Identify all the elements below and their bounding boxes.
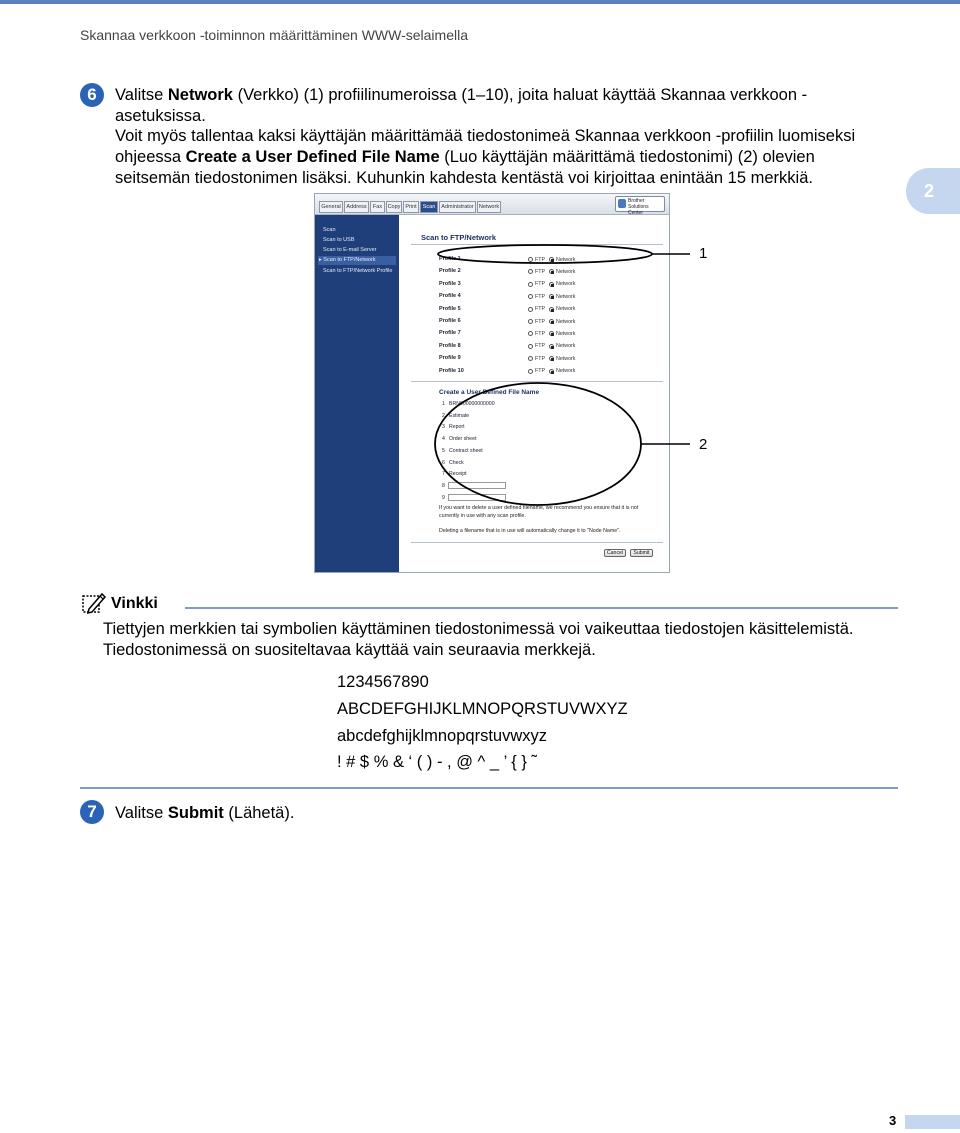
chapter-tab: 2 bbox=[906, 168, 960, 214]
profile-label: Profile 6 bbox=[439, 318, 461, 324]
tab-general[interactable]: General bbox=[319, 201, 343, 213]
tab-network[interactable]: Network bbox=[477, 201, 501, 213]
tab-administrator[interactable]: Administrator bbox=[439, 201, 476, 213]
filename-number: 2 bbox=[442, 412, 445, 419]
tab-address[interactable]: Address bbox=[344, 201, 369, 213]
profile-label: Profile 2 bbox=[439, 268, 461, 275]
step-7-bullet: 7 bbox=[80, 800, 104, 824]
filename-number: 3 bbox=[442, 424, 445, 431]
network-label: Network bbox=[556, 256, 576, 263]
callout-1-label: 1 bbox=[699, 245, 708, 262]
note-pencil-icon bbox=[80, 590, 106, 616]
ftp-label: FTP bbox=[535, 355, 546, 362]
filename-number: 4 bbox=[442, 436, 445, 443]
submit-button[interactable]: Submit bbox=[630, 549, 653, 557]
callout-1-ellipse bbox=[438, 245, 652, 263]
step-6-line-4: ohjeessa Create a User Defined File Name (Luo käyttäjän määrittämä tiedostonimi) (2) olevien bbox=[115, 148, 815, 166]
profile-label: Profile 7 bbox=[439, 330, 461, 337]
note-title: Vinkki bbox=[111, 595, 158, 612]
note-line-2: Tiedostonimessä on suositeltavaa käyttää vain seuraavia merkkejä. bbox=[103, 641, 596, 659]
tab-copy[interactable]: Copy bbox=[386, 201, 402, 213]
filename-value: Estimate bbox=[449, 412, 470, 419]
network-label: Network bbox=[556, 343, 576, 350]
logo-line-1: Brother bbox=[628, 198, 645, 204]
sidebar-item-scan-to-email[interactable]: Scan to E-mail Server bbox=[323, 247, 377, 253]
step-6-line-1: Valitse Network (Verkko) (1) profiilinumeroissa (1–10), joita haluat käyttää Skannaa verkkoon - bbox=[115, 86, 808, 104]
tab-fax[interactable]: Fax bbox=[370, 201, 385, 213]
filename-value: Order sheet bbox=[449, 436, 477, 443]
profile-label: Profile 10 bbox=[439, 367, 464, 374]
footer-bar bbox=[905, 1115, 960, 1129]
profile-label: Profile 5 bbox=[439, 305, 461, 312]
step-6-line-5: seitsemän tiedostonimen lisäksi. Kuhunkin kahdesta kentästä voi kirjoittaa enintään 15 merkkiä. bbox=[115, 169, 813, 187]
filename-value: Report bbox=[449, 424, 465, 431]
delete-note-line-1: If you want to delete a user defined filename, we recommend you ensure that it is not bbox=[439, 505, 639, 511]
network-label: Network bbox=[556, 268, 576, 275]
allowed-symbols: ! # $ % & ‘ ( ) - , @ ^ _ ’ { } ˜ bbox=[337, 753, 537, 771]
note-line-1: Tiettyjen merkkien tai symbolien käyttäminen tiedostonimessä voi vaikeuttaa tiedostojen käsittelemistä. bbox=[103, 620, 854, 638]
filename-number: 1 bbox=[442, 401, 445, 407]
ftp-label: FTP bbox=[535, 368, 546, 375]
note-rule bbox=[185, 607, 898, 609]
filename-section-title: Create a User Defined File Name bbox=[439, 389, 540, 396]
ftp-label: FTP bbox=[535, 268, 546, 275]
allowed-lowercase: abcdefghijklmnopqrstuvwxyz bbox=[337, 727, 548, 745]
tab-print[interactable]: Print bbox=[403, 201, 419, 213]
filename-number: 5 bbox=[442, 447, 445, 454]
network-label: Network bbox=[556, 355, 576, 362]
sidebar-item-ftp-network-profile[interactable]: Scan to FTP/Network Profile bbox=[323, 268, 393, 274]
ftp-label: FTP bbox=[535, 330, 546, 337]
delete-note-line-2: currently in use with any scan profile. bbox=[439, 513, 526, 519]
network-label: Network bbox=[556, 306, 576, 313]
step-7-text: Valitse Submit (Lähetä). bbox=[115, 804, 295, 822]
ftp-label: FTP bbox=[535, 256, 546, 263]
filename-value: Check bbox=[449, 459, 464, 466]
filename-number: 8 bbox=[442, 482, 445, 489]
ftp-label: FTP bbox=[535, 306, 546, 313]
filename-number: 9 bbox=[442, 494, 445, 501]
profile-label: Profile 8 bbox=[439, 342, 461, 349]
profile-label: Profile 4 bbox=[439, 293, 461, 300]
network-label: Network bbox=[556, 368, 576, 375]
profile-label: Profile 3 bbox=[439, 280, 461, 287]
sidebar-item-scan-to-ftp-network[interactable]: ▸ Scan to FTP/Network bbox=[319, 257, 376, 263]
callout-2-label: 2 bbox=[699, 436, 708, 453]
filename-value: Contract sheet bbox=[449, 447, 483, 454]
profile-label: Profile 9 bbox=[439, 355, 461, 362]
network-label: Network bbox=[556, 281, 576, 288]
cancel-button[interactable]: Cancel bbox=[604, 549, 626, 557]
tab-scan[interactable]: Scan bbox=[420, 201, 438, 213]
page-number: 3 bbox=[889, 1113, 897, 1128]
filename-value: BRN000000000000 bbox=[449, 401, 495, 407]
filename-number: 6 bbox=[442, 459, 445, 466]
network-label: Network bbox=[556, 293, 576, 300]
ftp-label: FTP bbox=[535, 293, 546, 300]
profile-label: Profile 1 bbox=[439, 256, 461, 262]
running-head: Skannaa verkkoon -toiminnon määrittäminen WWW-selaimella bbox=[80, 27, 469, 43]
ftp-label: FTP bbox=[535, 281, 546, 288]
filename-value: Receipt bbox=[449, 471, 467, 478]
section-title: Scan to FTP/Network bbox=[421, 233, 497, 242]
allowed-uppercase: ABCDEFGHIJKLMNOPQRSTUVWXYZ bbox=[337, 700, 628, 718]
filename-number: 7 bbox=[442, 471, 445, 478]
callout-2-ellipse bbox=[435, 383, 641, 505]
ftp-label: FTP bbox=[535, 318, 546, 325]
network-label: Network bbox=[556, 318, 576, 325]
sidebar-item-scan[interactable]: Scan bbox=[323, 227, 336, 233]
delete-note-line-3: Deleting a filename that is in use will automatically change it to "Node Name". bbox=[439, 528, 621, 534]
step-6-line-3: Voit myös tallentaa kaksi käyttäjän määrittämää tiedostonimeä Skannaa verkkoon -profiilin luomiseksi bbox=[115, 127, 856, 145]
sidebar-item-scan-to-usb[interactable]: Scan to USB bbox=[323, 237, 355, 243]
network-label: Network bbox=[556, 330, 576, 337]
note-bottom-rule bbox=[80, 787, 898, 789]
step-6-bullet: 6 bbox=[80, 83, 104, 107]
logo-line-2: Solutions Center bbox=[628, 204, 649, 216]
step-6-line-2: asetuksissa. bbox=[115, 107, 206, 125]
ftp-label: FTP bbox=[535, 343, 546, 350]
allowed-digits: 1234567890 bbox=[337, 673, 429, 691]
